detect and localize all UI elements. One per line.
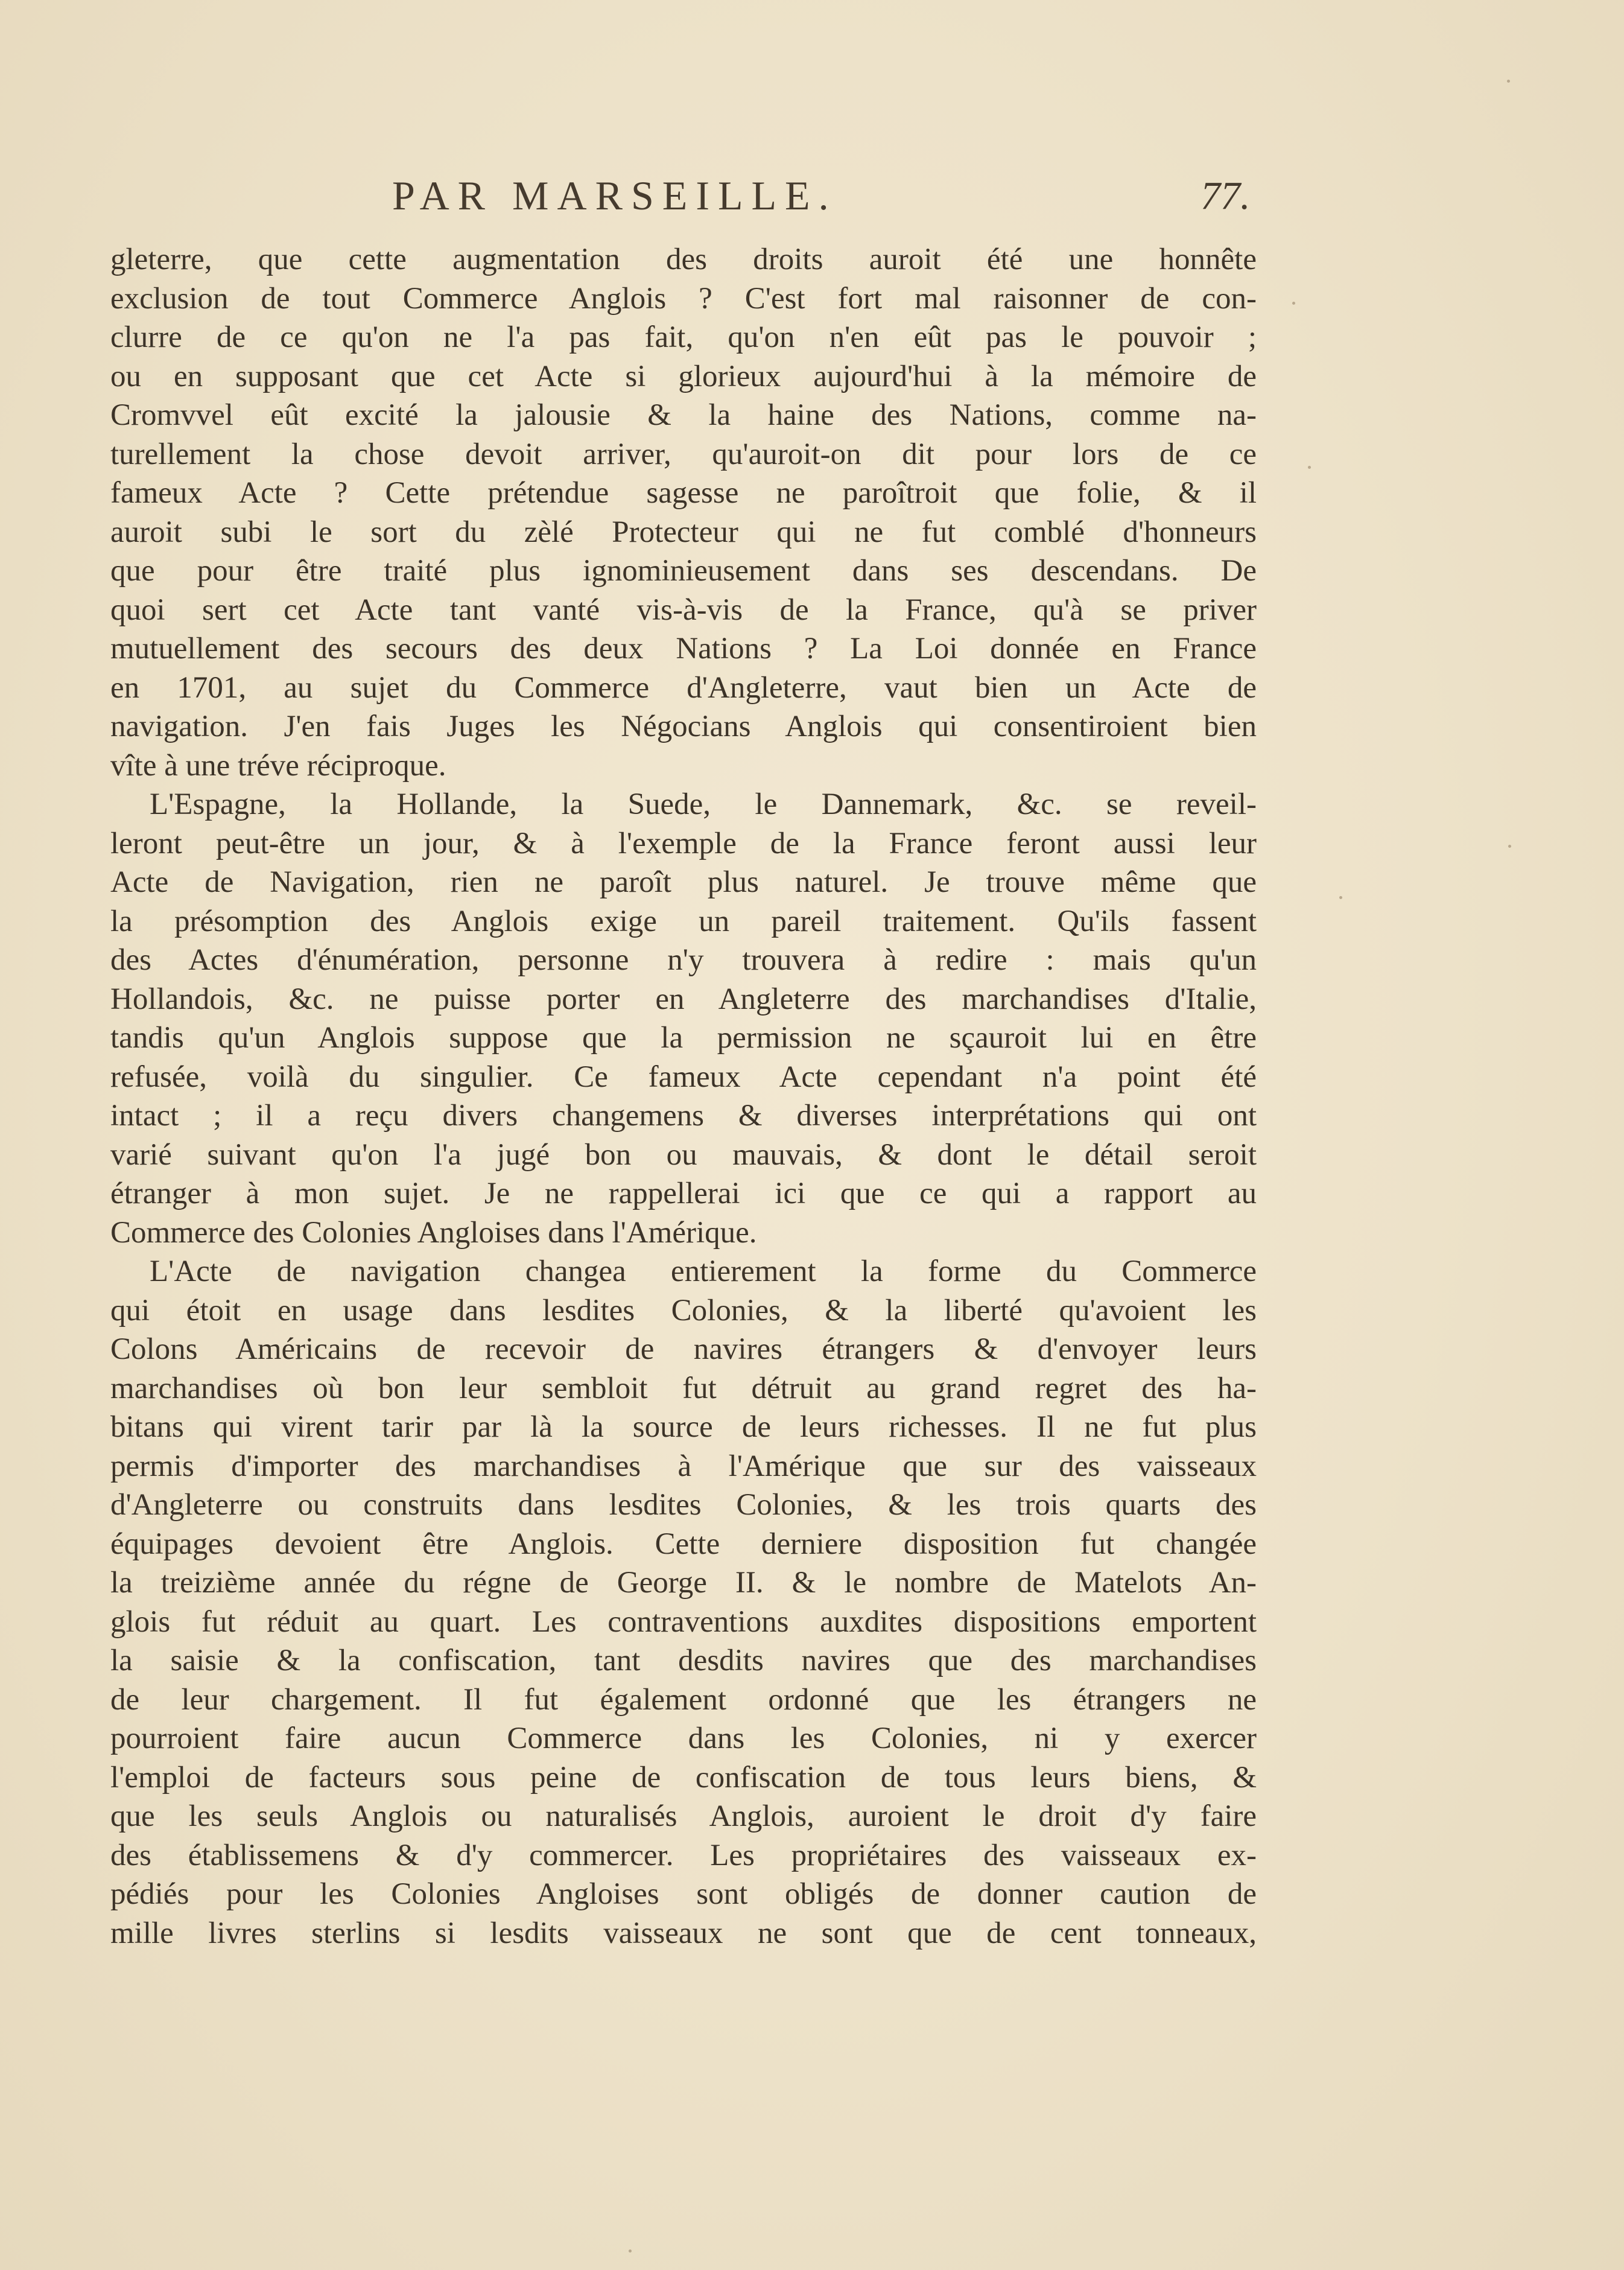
text-line: l'emploi de facteurs sous peine de confiscation de tous leurs biens, & bbox=[110, 1760, 1257, 1795]
text-line: leront peut-être un jour, & à l'exemple de la France feront aussi leur bbox=[110, 826, 1257, 860]
text-line: fameux Acte ? Cette prétendue sagesse ne paroîtroit que folie, & il bbox=[110, 476, 1257, 510]
text-line: tandis qu'un Anglois suppose que la permission ne sçauroit lui en être bbox=[110, 1021, 1257, 1055]
text-line: vîte à une tréve réciproque. bbox=[110, 748, 446, 783]
text-line: la treizième année du régne de George II. & le nombre de Matelots An- bbox=[110, 1566, 1257, 1600]
text-line: que pour être traité plus ignominieusement dans ses descendans. De bbox=[110, 554, 1257, 588]
text-line: que les seuls Anglois ou naturalisés Anglois, auroient le droit d'y faire bbox=[110, 1799, 1257, 1833]
text-line: la présomption des Anglois exige un pareil traitement. Qu'ils fassent bbox=[110, 904, 1257, 938]
text-line: permis d'importer des marchandises à l'Amérique que sur des vaisseaux bbox=[110, 1449, 1257, 1483]
text-line: clurre de ce qu'on ne l'a pas fait, qu'on n'en eût pas le pouvoir ; bbox=[110, 320, 1257, 354]
text-line: auroit subi le sort du zèlé Protecteur qui ne fut comblé d'honneurs bbox=[110, 515, 1257, 549]
text-line: en 1701, au sujet du Commerce d'Angleterre, vaut bien un Acte de bbox=[110, 670, 1257, 705]
text-line: Colons Américains de recevoir de navires étrangers & d'envoyer leurs bbox=[110, 1332, 1257, 1366]
text-line: de leur chargement. Il fut également ordonné que les étrangers ne bbox=[110, 1682, 1257, 1717]
text-line: varié suivant qu'on l'a jugé bon ou mauvais, & dont le détail seroit bbox=[110, 1137, 1257, 1172]
text-line: la saisie & la confiscation, tant desdits navires que des marchandises bbox=[110, 1644, 1257, 1677]
text-line: refusée, voilà du singulier. Ce fameux Acte cependant n'a point été bbox=[110, 1060, 1257, 1094]
text-line: d'Angleterre ou construits dans lesdites Colonies, & les trois quarts des bbox=[110, 1488, 1257, 1522]
running-title: PAR MARSEILLE. bbox=[392, 173, 837, 218]
text-line: Hollandois, &c. ne puisse porter en Angleterre des marchandises d'Italie, bbox=[110, 982, 1257, 1016]
paper-speck bbox=[1292, 302, 1295, 305]
text-line: L'Acte de navigation changea entierement la forme du Commerce bbox=[150, 1254, 1257, 1288]
text-line: gleterre, que cette augmentation des droits auroit été une honnête bbox=[110, 243, 1257, 276]
text-line: bitans qui virent tarir par là la source de leurs richesses. Il ne fut plus bbox=[110, 1410, 1257, 1444]
text-line: quoi sert cet Acte tant vanté vis-à-vis de la France, qu'à se priver bbox=[110, 593, 1257, 627]
running-head bbox=[0, 172, 1624, 220]
text-line: glois fut réduit au quart. Les contraventions auxdites dispositions emportent bbox=[110, 1604, 1257, 1639]
paper-speck bbox=[1339, 896, 1342, 899]
text-line: pédiés pour les Colonies Angloises sont obligés de donner caution de bbox=[110, 1877, 1257, 1911]
paragraph-2 bbox=[110, 785, 1257, 1252]
text-line: turellement la chose devoit arriver, qu'auroit-on dit pour lors de ce bbox=[110, 437, 1257, 471]
text-line: ou en supposant que cet Acte si glorieux aujourd'hui à la mémoire de bbox=[110, 359, 1257, 393]
body-text bbox=[110, 240, 1257, 1953]
paper-speck bbox=[1308, 466, 1311, 469]
paper-speck bbox=[1507, 80, 1510, 83]
text-line: Commerce des Colonies Angloises dans l'Amérique. bbox=[110, 1215, 757, 1250]
text-line: Cromvvel eût excité la jalousie & la haine des Nations, comme na- bbox=[110, 398, 1257, 432]
text-line: des établissemens & d'y commercer. Les propriétaires des vaisseaux ex- bbox=[110, 1838, 1257, 1872]
text-line: L'Espagne, la Hollande, la Suede, le Dannemark, &c. se reveil- bbox=[150, 787, 1257, 821]
paper-speck bbox=[629, 2249, 632, 2253]
text-line: Acte de Navigation, rien ne paroît plus naturel. Je trouve même que bbox=[110, 865, 1257, 899]
paragraph-3 bbox=[110, 1252, 1257, 1953]
text-line: pourroient faire aucun Commerce dans les Colonies, ni y exercer bbox=[110, 1722, 1257, 1755]
text-line: mille livres sterlins si lesdits vaisseaux ne sont que de cent tonneaux, bbox=[110, 1916, 1257, 1950]
text-line: exclusion de tout Commerce Anglois ? C'est fort mal raisonner de con- bbox=[110, 281, 1257, 316]
text-line: des Actes d'énumération, personne n'y trouvera à redire : mais qu'un bbox=[110, 943, 1257, 977]
page-number: 77. bbox=[1201, 174, 1251, 218]
text-line: intact ; il a reçu divers changemens & diverses interprétations qui ont bbox=[110, 1099, 1257, 1133]
text-line: étranger à mon sujet. Je ne rappellerai ici que ce qui a rapport au bbox=[110, 1177, 1257, 1210]
paragraph-1 bbox=[110, 240, 1257, 785]
text-line: marchandises où bon leur sembloit fut détruit au grand regret des ha- bbox=[110, 1371, 1257, 1405]
paper-speck bbox=[1508, 845, 1511, 848]
text-line: mutuellement des secours des deux Nations ? La Loi donnée en France bbox=[110, 632, 1257, 666]
text-line: qui étoit en usage dans lesdites Colonies, & la liberté qu'avoient les bbox=[110, 1293, 1257, 1327]
text-line: navigation. J'en fais Juges les Négocians Anglois qui consentiroient bien bbox=[110, 710, 1257, 743]
text-line: équipages devoient être Anglois. Cette derniere disposition fut changée bbox=[110, 1527, 1257, 1561]
